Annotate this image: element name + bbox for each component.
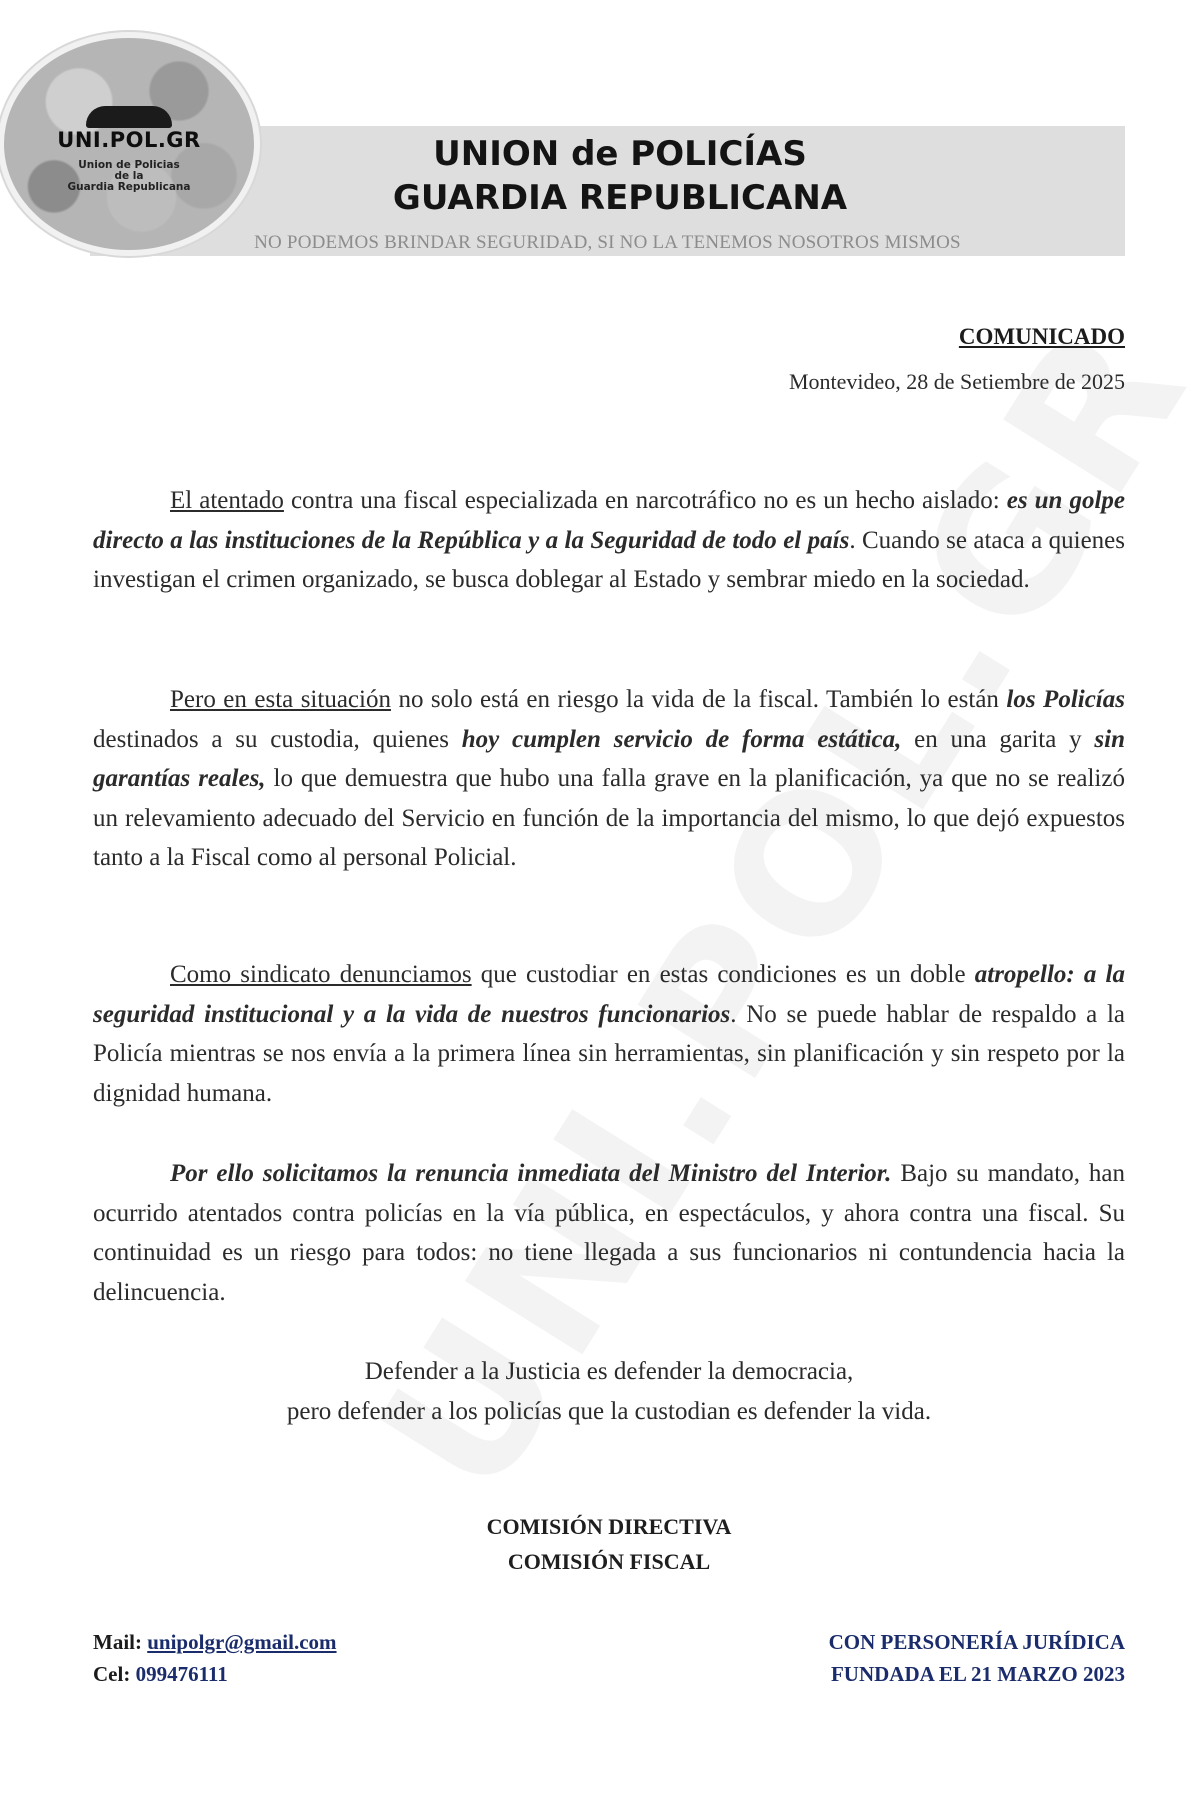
org-title-line2: GUARDIA REPUBLICANA xyxy=(392,178,848,218)
closing-statement: Defender a la Justicia es defender la democracia, pero defender a los policías que la custodian es defender la vida. xyxy=(286,1358,932,1425)
paragraph-4: Por ello solicitamos la renuncia inmediata del Ministro del Interior. Bajo su mandato, han ocurrido atentados contra policías en la vía pública, en espectáculos, y ahora contra una fiscal. Su continuidad es un riesgo para todos: no tiene llegada a sus funcionarios ni contundencia hacia la delincuencia. xyxy=(93,1160,1125,1306)
paragraph-1: El atentado contra una fiscal especializada en narcotráfico no es un hecho aislado: es un golpe directo a las instituciones de la República y a la Seguridad de todo el país. Cuando se ataca a quienes investigan el crimen organizado, se busca doblegar al Estado y sembrar miedo en la sociedad. xyxy=(93,487,1125,593)
contact-info: Mail: unipolgr@gmail.com Cel: 099476111 xyxy=(93,1630,337,1686)
document-heading: COMUNICADO xyxy=(958,324,1125,349)
phone-number: 099476111 xyxy=(135,1662,228,1686)
logo-ring-text: Union de Policias de la Guardia Republicana xyxy=(67,159,191,193)
legal-status: CON PERSONERÍA JURÍDICA FUNDADA EL 21 MARZO 2023 xyxy=(828,1630,1125,1686)
organization-title xyxy=(320,132,920,220)
signature-line2: COMISIÓN FISCAL xyxy=(507,1549,711,1574)
org-title-line1: UNION de POLICÍAS xyxy=(433,134,807,174)
union-logo xyxy=(4,38,254,250)
email-link[interactable]: unipolgr@gmail.com xyxy=(147,1630,337,1654)
helmet-icon xyxy=(86,106,172,128)
paragraph-3: Como sindicato denunciamos que custodiar en estas condiciones es un doble atropello: a la seguridad institucional y a la vida de nuestros funcionarios. No se puede hablar de respaldo a la Policía mientras se nos envía a la primera línea sin herramientas, sin planificación y sin respeto por la dignidad humana. xyxy=(93,961,1126,1107)
document-date: Montevideo, 28 de Setiembre de 2025 xyxy=(788,369,1125,394)
logo-abbreviation: UNI.POL.GR xyxy=(57,128,201,152)
paragraph-2: Pero en esta situación no solo está en riesgo la vida de la fiscal. También lo están los Policías destinados a su custodia, quienes hoy cumplen servicio de forma estática, en una garita y sin garantías reales, lo que demuestra que hubo una falla grave en la planificación, ya que no se realizó un relevamiento adecuado del Servicio en función de la importancia del mismo, lo que dejó expuestos tanto a la Fiscal como al personal Policial. xyxy=(93,686,1125,871)
motto: NO PODEMOS BRINDAR SEGURIDAD, SI NO LA TENEMOS NOSOTROS MISMOS xyxy=(254,232,961,253)
signature-line1: COMISIÓN DIRECTIVA xyxy=(486,1514,732,1539)
signature-block xyxy=(93,1509,1125,1579)
